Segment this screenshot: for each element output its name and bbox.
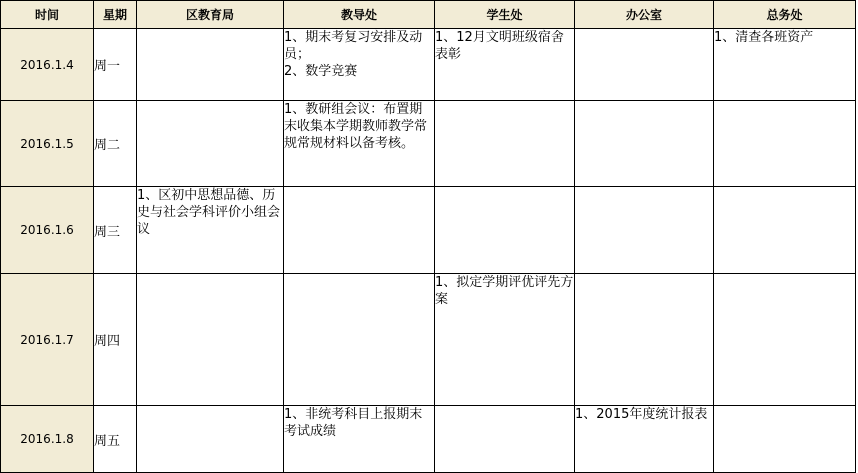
header-teaching-office: 教导处 (284, 1, 435, 29)
header-general-office: 办公室 (575, 1, 714, 29)
student-cell (435, 406, 575, 473)
general-cell (714, 101, 856, 187)
student-cell (435, 274, 575, 406)
date-cell: 2016.1.8 (1, 406, 94, 473)
item-text: 1、非统考科目上报期末考试成绩 (284, 407, 423, 439)
office-cell (575, 187, 714, 274)
header-time: 时间 (1, 1, 94, 29)
edu-bureau-cell (137, 406, 284, 473)
table-row (1, 406, 856, 473)
date-cell: 2016.1.6 (1, 187, 94, 274)
office-cell (575, 29, 714, 101)
general-cell (714, 274, 856, 406)
edu-bureau-cell (137, 101, 284, 187)
item-text: 1、清查各班资产 (714, 30, 814, 45)
weekday-cell: 周三 (94, 187, 137, 274)
header-student-office: 学生处 (435, 1, 575, 29)
date-cell: 2016.1.5 (1, 101, 94, 187)
general-cell (714, 187, 856, 274)
header-weekday: 星期 (94, 1, 137, 29)
table-row (1, 187, 856, 274)
teaching-cell (284, 187, 435, 274)
table-row (1, 29, 856, 101)
header-edu-bureau: 区教育局 (137, 1, 284, 29)
weekday-cell: 周四 (94, 274, 137, 406)
weekday-cell: 周二 (94, 101, 137, 187)
office-cell (575, 101, 714, 187)
header-logistics-office: 总务处 (714, 1, 856, 29)
weekday-cell: 周一 (94, 29, 137, 101)
student-cell (435, 187, 575, 274)
date-cell: 2016.1.7 (1, 274, 94, 406)
student-cell (435, 29, 575, 101)
edu-bureau-cell (137, 187, 284, 274)
office-cell (575, 406, 714, 473)
general-cell (714, 29, 856, 101)
item-text: 1、拟定学期评优评先方案 (435, 275, 574, 307)
teaching-cell (284, 406, 435, 473)
teaching-cell (284, 29, 435, 101)
table-row (1, 274, 856, 406)
edu-bureau-cell (137, 274, 284, 406)
student-cell (435, 101, 575, 187)
item-text: 1、区初中思想品德、历史与社会学科评价小组会议 (137, 188, 281, 237)
teaching-cell (284, 274, 435, 406)
item-text: 1、期末考复习安排及动员； (284, 30, 423, 62)
table-row (1, 101, 856, 187)
item-text: 1、2015年度统计报表 (575, 407, 708, 422)
item-text: 2、数学竞赛 (284, 64, 358, 79)
weekday-cell: 周五 (94, 406, 137, 473)
item-text: 1、12月文明班级宿舍表彰 (435, 30, 564, 62)
header-row (1, 1, 856, 29)
general-cell (714, 406, 856, 473)
edu-bureau-cell (137, 29, 284, 101)
date-cell: 2016.1.4 (1, 29, 94, 101)
item-text: 1、教研组会议：布置期末收集本学期教师教学常规常规材料以备考核。 (284, 102, 428, 151)
teaching-cell (284, 101, 435, 187)
office-cell (575, 274, 714, 406)
